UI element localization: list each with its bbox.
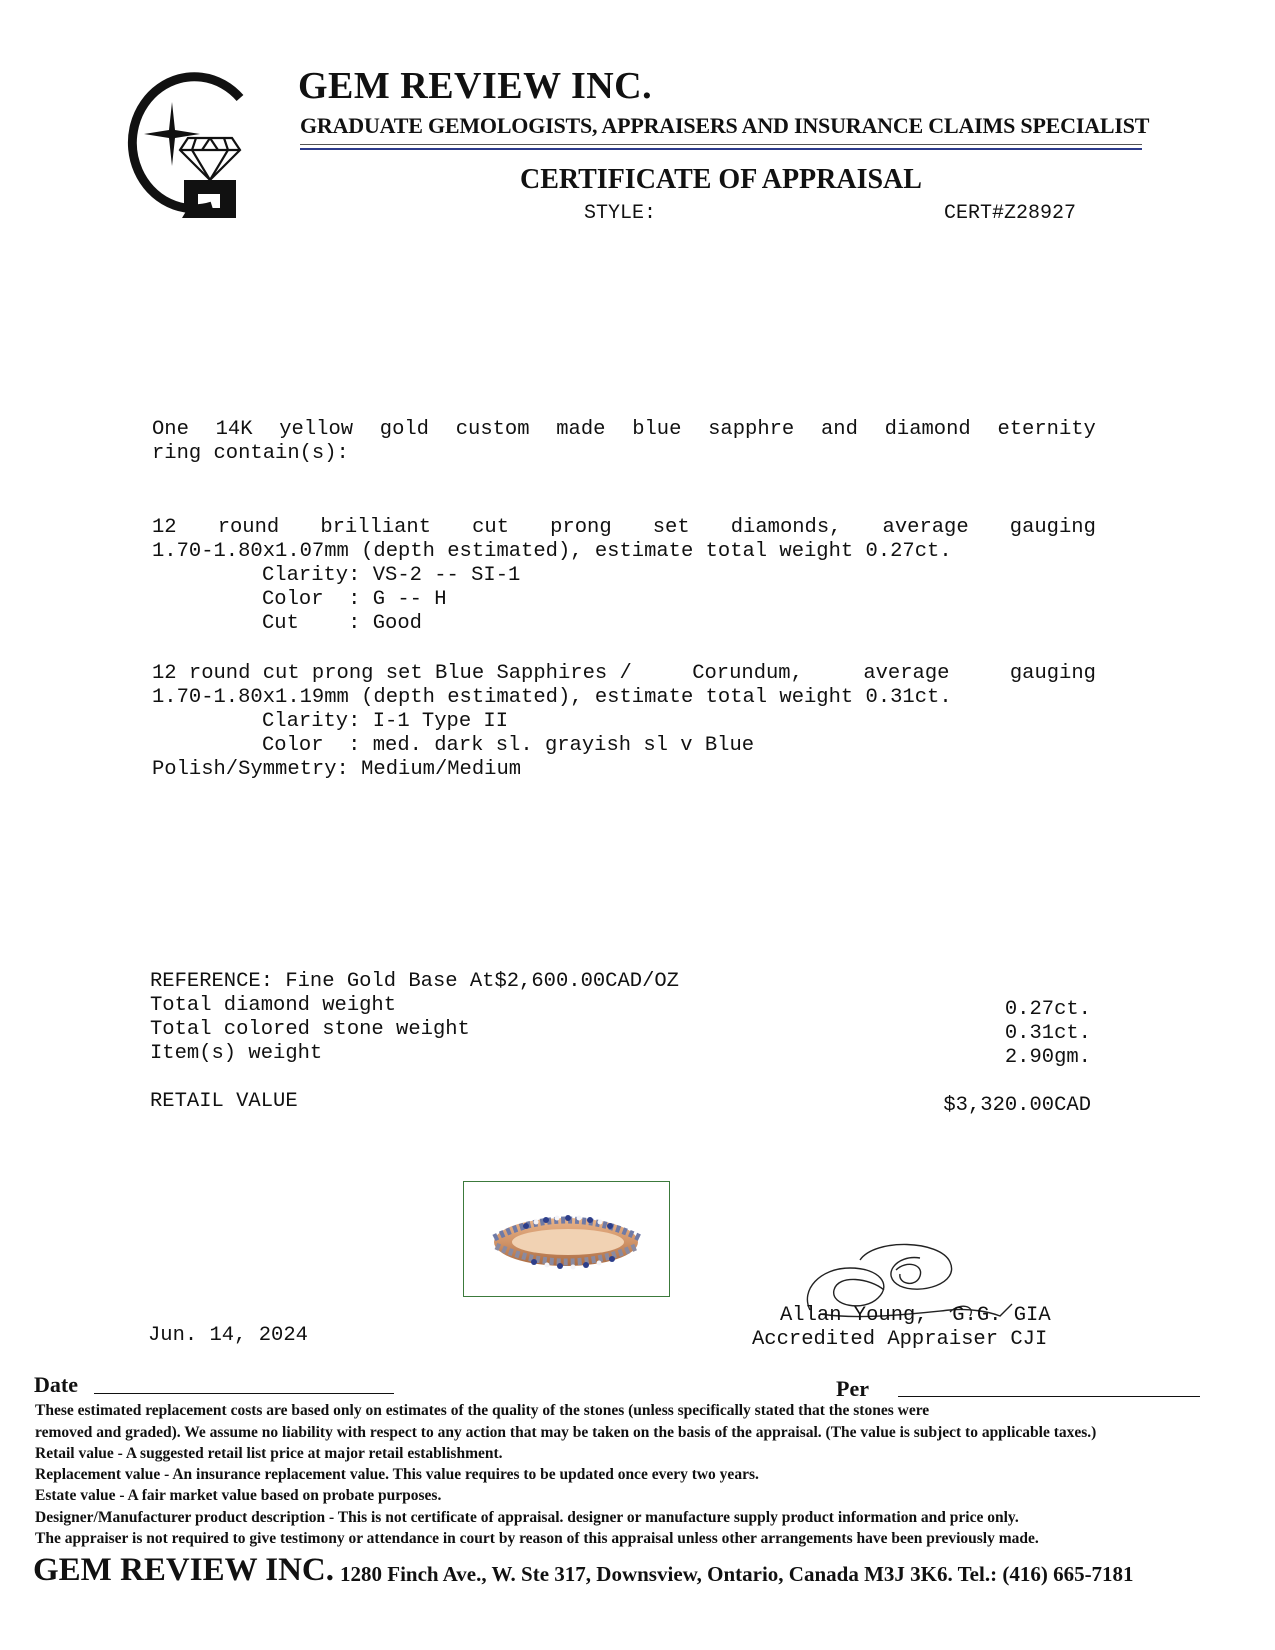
footer-address: 1280 Finch Ave., W. Ste 317, Downsview, Ontario, Canada M3J 3K6. Tel.: (416) 665-7181 (340, 1562, 1134, 1586)
word: 12 round cut prong set Blue Sapphires / (152, 662, 632, 685)
date-signature-line (94, 1393, 394, 1394)
word: sapphre (708, 418, 795, 441)
summary-label-item-weight: Item(s) weight (150, 1042, 323, 1065)
word: made (556, 418, 606, 441)
word: gauging (1009, 516, 1096, 539)
ring-photo (463, 1181, 670, 1297)
retail-value-amount: $3,320.00CAD (943, 1094, 1091, 1117)
disclaimer-line: These estimated replacement costs are based only on estimates of the quality of the stones (unless specifically stated that the stones were (35, 1402, 930, 1419)
word: Corundum, (692, 662, 803, 685)
summary-value-colored-stone-weight: 0.31ct. (1004, 1022, 1091, 1045)
company-name: GEM REVIEW INC. (298, 65, 653, 107)
disclaimer-estate-value: Estate value - A fair market value based on probate purposes. (35, 1487, 442, 1504)
certificate-title: CERTIFICATE OF APPRAISAL (520, 164, 922, 195)
word: eternity (997, 418, 1096, 441)
word: cut (472, 516, 510, 539)
certificate-number: CERT#Z28927 (944, 202, 1077, 225)
style-label: STYLE: (584, 202, 657, 225)
retail-value-label: RETAIL VALUE (150, 1090, 298, 1113)
word: gold (379, 418, 429, 441)
word: 14K (215, 418, 253, 441)
per-label: Per (836, 1376, 869, 1401)
company-tagline: GRADUATE GEMOLOGISTS, APPRAISERS AND INSURANCE CLAIMS SPECIALIST (300, 113, 1150, 138)
item-description-line-1 (152, 418, 1096, 442)
per-signature-line (898, 1396, 1200, 1397)
sapphire-description-line-1 (152, 662, 1096, 686)
polish-symmetry: Polish/Symmetry: Medium/Medium (152, 758, 522, 781)
disclaimer-line: removed and graded). We assume no liability with respect to any action that may be taken on the basis of the appraisal. (The value is subject to applicable taxes.) (35, 1424, 1097, 1441)
word: One (152, 418, 189, 441)
gem-review-logo (112, 68, 247, 218)
word: brilliant (320, 516, 432, 539)
ring-image (464, 1182, 669, 1296)
appraiser-title: Accredited Appraiser CJI (752, 1328, 1048, 1351)
diamond-cut: Cut : Good (262, 612, 422, 635)
word: round (217, 516, 280, 539)
summary-label-colored-stone-weight: Total colored stone weight (150, 1018, 470, 1041)
disclaimer-designer: Designer/Manufacturer product description - This is not certificate of appraisal. designer or manufacture supply product information and price only. (35, 1509, 1019, 1526)
word: average (863, 662, 950, 685)
disclaimer-replacement-value: Replacement value - An insurance replacement value. This value requires to be updated once every two years. (35, 1466, 759, 1483)
appraisal-date: Jun. 14, 2024 (148, 1324, 308, 1347)
summary-label-diamond-weight: Total diamond weight (150, 994, 397, 1017)
word: custom (455, 418, 530, 441)
item-description-line-2: ring contain(s): (152, 442, 349, 465)
word: set (652, 516, 690, 539)
diamond-description-line-2: 1.70-1.80x1.07mm (depth estimated), estimate total weight 0.27ct. (152, 540, 952, 563)
sapphire-clarity: Clarity: I-1 Type II (262, 710, 509, 733)
summary-value-diamond-weight: 0.27ct. (1004, 998, 1091, 1021)
footer-company-name: GEM REVIEW INC. (33, 1552, 335, 1588)
sapphire-description-line-2: 1.70-1.80x1.19mm (depth estimated), estimate total weight 0.31ct. (152, 686, 952, 709)
diamond-color: Color : G -- H (262, 588, 447, 611)
sapphire-color: Color : med. dark sl. grayish sl v Blue (262, 734, 755, 757)
date-label: Date (34, 1372, 78, 1397)
disclaimer-testimony: The appraiser is not required to give testimony or attendance in court by reason of this appraisal unless other arrangements have been previously made. (35, 1530, 1039, 1547)
word: gauging (1009, 662, 1096, 685)
appraiser-name: Allan Young, G.G. GIA (780, 1304, 1051, 1327)
word: diamond (884, 418, 971, 441)
header-divider (300, 144, 1142, 150)
word: average (882, 516, 969, 539)
word: yellow (279, 418, 354, 441)
disclaimer-retail-value: Retail value - A suggested retail list price at major retail establishment. (35, 1445, 503, 1462)
word: blue (632, 418, 682, 441)
gold-reference: REFERENCE: Fine Gold Base At$2,600.00CAD/OZ (150, 970, 679, 993)
word: and (820, 418, 858, 441)
summary-value-item-weight: 2.90gm. (1004, 1046, 1091, 1069)
diamond-description-line-1 (152, 516, 1096, 540)
word: diamonds, (730, 516, 842, 539)
word: prong (550, 516, 612, 539)
word: 12 (152, 516, 177, 539)
diamond-clarity: Clarity: VS-2 -- SI-1 (262, 564, 521, 587)
